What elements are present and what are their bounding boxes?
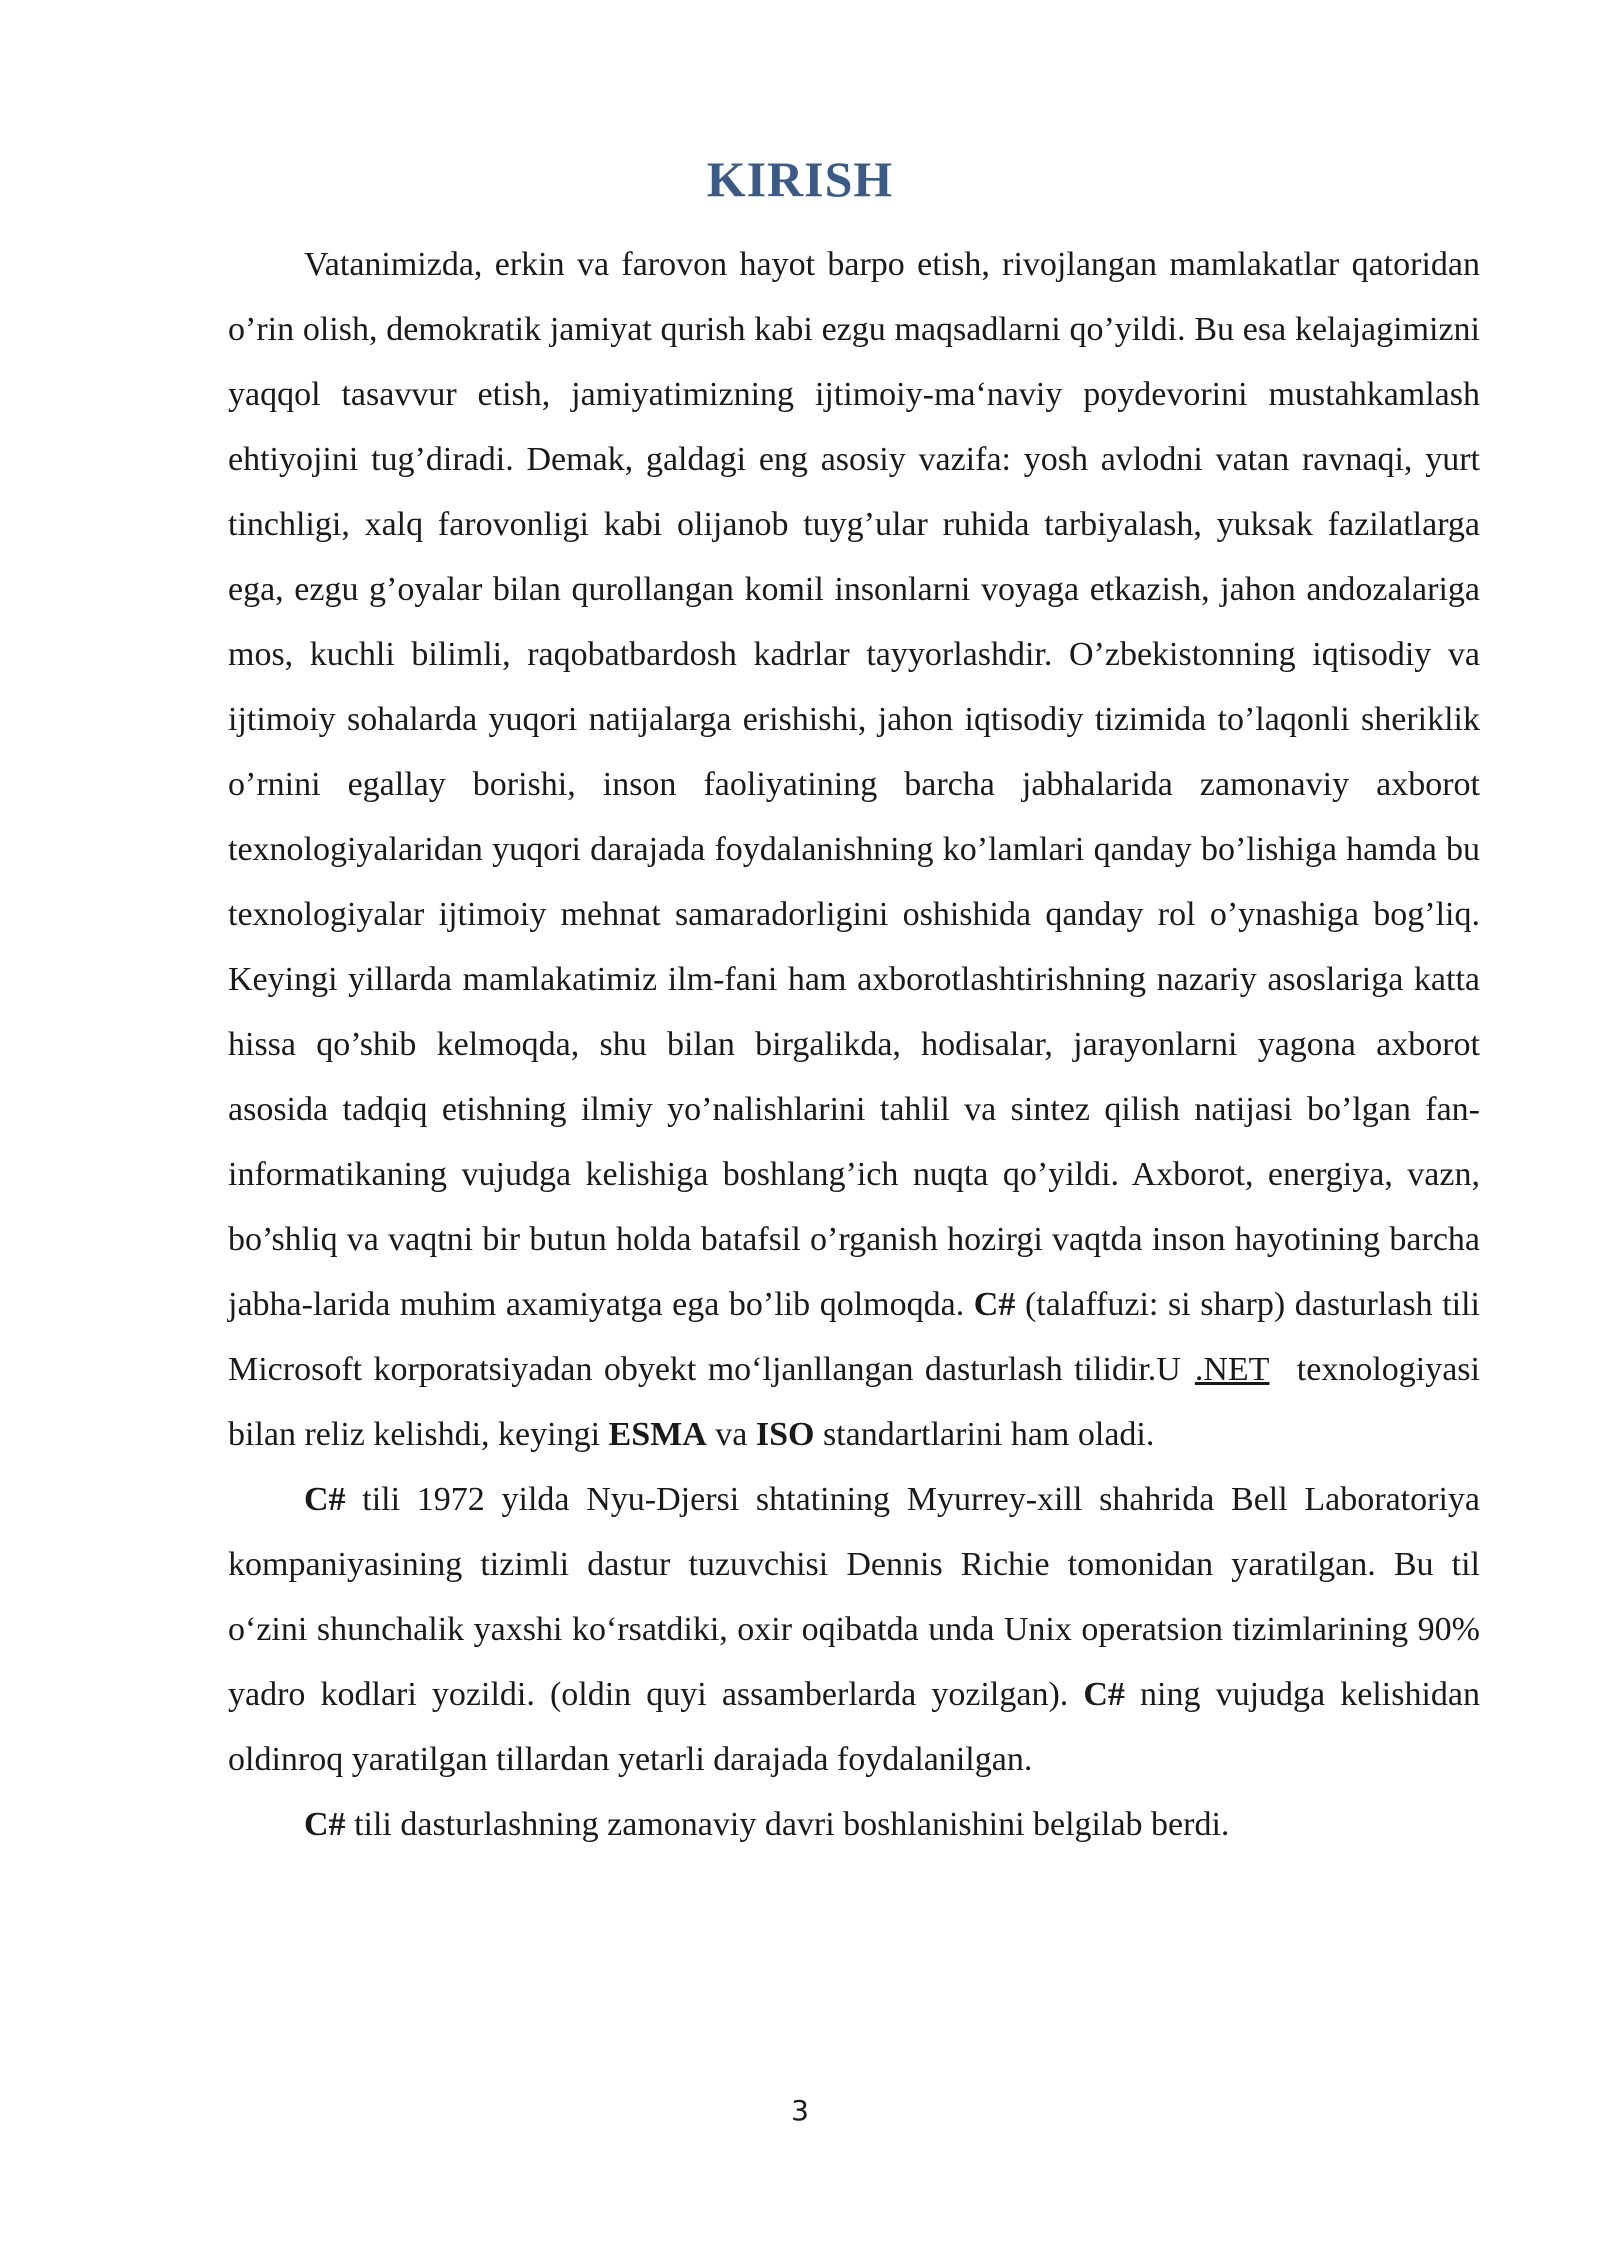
text-segment: tili 1972 yilda Nyu-Djersi shtatining Myurrey-xill shahrida Bell Laboratoriya kompaniyasining tizimli dastur tuzuvchisi Dennis Richie tomonidan yaratilgan. Bu til o‘zini shunchalik yaxshi ko‘rsatdiki, oxir oqibatda unda Unix operatsion tizimlarining 90% yadro kodlari yozildi. (oldin quyi assamberlarda yozilgan).	[228, 1481, 1480, 1713]
text-segment: (talaffuzi: si sharp) dasturlash tili Microsoft korporatsiyadan obyekt mo‘ljanllangan dasturlash tilidir.U	[228, 1286, 1480, 1388]
page-heading: KIRISH	[706, 151, 894, 207]
text-segment: ning vujudga kelishidan oldinroq yaratilgan tillardan yetarli darajada foydalanilgan.	[228, 1676, 1480, 1778]
page-number: 3	[791, 2094, 809, 2127]
text-segment: tili dasturlashning zamonaviy davri boshlanishini belgilab berdi.	[345, 1806, 1230, 1843]
paragraph-1	[228, 232, 1480, 1467]
dotnet-link[interactable]: .NET	[1194, 1351, 1270, 1388]
text-segment: texnologiyasi bilan reliz kelishdi, keyingi	[228, 1351, 1480, 1453]
text-segment: standartlarini ham oladi.	[814, 1416, 1155, 1453]
bold-term-iso: ISO	[755, 1416, 815, 1453]
body-text	[228, 232, 1480, 1857]
bold-term-csharp: C#	[1083, 1676, 1125, 1713]
bold-term-csharp: C#	[304, 1481, 346, 1518]
paragraph-2	[228, 1467, 1480, 1792]
text-segment: Vatanimizda, erkin va farovon hayot barpo etish, rivojlangan mamlakatlar qatoridan o’rin olish, demokratik jamiyat qurish kabi ezgu maqsadlarni qo’yildi. Bu esa kelajagimizni yaqqol tasavvur etish, jamiyatimizning ijtimoiy-ma‘naviy poydevorini mustahkamlash ehtiyojini tug’diradi. Demak, galdagi eng asosiy vazifa: yosh avlodni vatan ravnaqi, yurt tinchligi, xalq farovonligi kabi olijanob tuyg’ular ruhida tarbiyalash, yuksak fazilatlarga ega, ezgu g’oyalar bilan qurollangan komil insonlarni voyaga etkazish, jahon andozalariga mos, kuchli bilimli, raqobatbardosh kadrlar tayyorlashdir. O’zbekistonning iqtisodiy va ijtimoiy sohalarda yuqori natijalarga erishishi, jahon iqtisodiy tizimida to’laqonli sheriklik o’rnini egallay borishi, inson faoliyatining barcha jabhalarida zamonaviy axborot texnologiyalaridan yuqori darajada foydalanishning ko’lamlari qanday bo’lishiga hamda bu texnologiyalar ijtimoiy mehnat samaradorligini oshishida qanday rol o’ynashiga bog’liq. Keyingi yillarda mamlakatimiz ilm-fani ham axborotlashtirishning nazariy asoslariga katta hissa qo’shib kelmoqda, shu bilan birgalikda, hodisalar, jarayonlarni yagona axborot asosida tadqiq etishning ilmiy yo’nalishlarini tahlil va sintez qilish natijasi bo’lgan fan-informatikaning vujudga kelishiga boshlang’ich nuqta qo’yildi. Axborot, energiya, vazn, bo’shliq va vaqtni bir butun holda batafsil o’rganish hozirgi vaqtda inson hayotining barcha jabha-larida muhim axamiyatga ega bo’lib qolmoqda.	[228, 246, 1480, 1323]
paragraph-3	[228, 1792, 1480, 1857]
bold-term-csharp: C#	[304, 1806, 346, 1843]
bold-term-esma: ESMA	[608, 1416, 707, 1453]
text-segment: va	[706, 1416, 756, 1453]
bold-term-csharp: C#	[973, 1286, 1016, 1323]
